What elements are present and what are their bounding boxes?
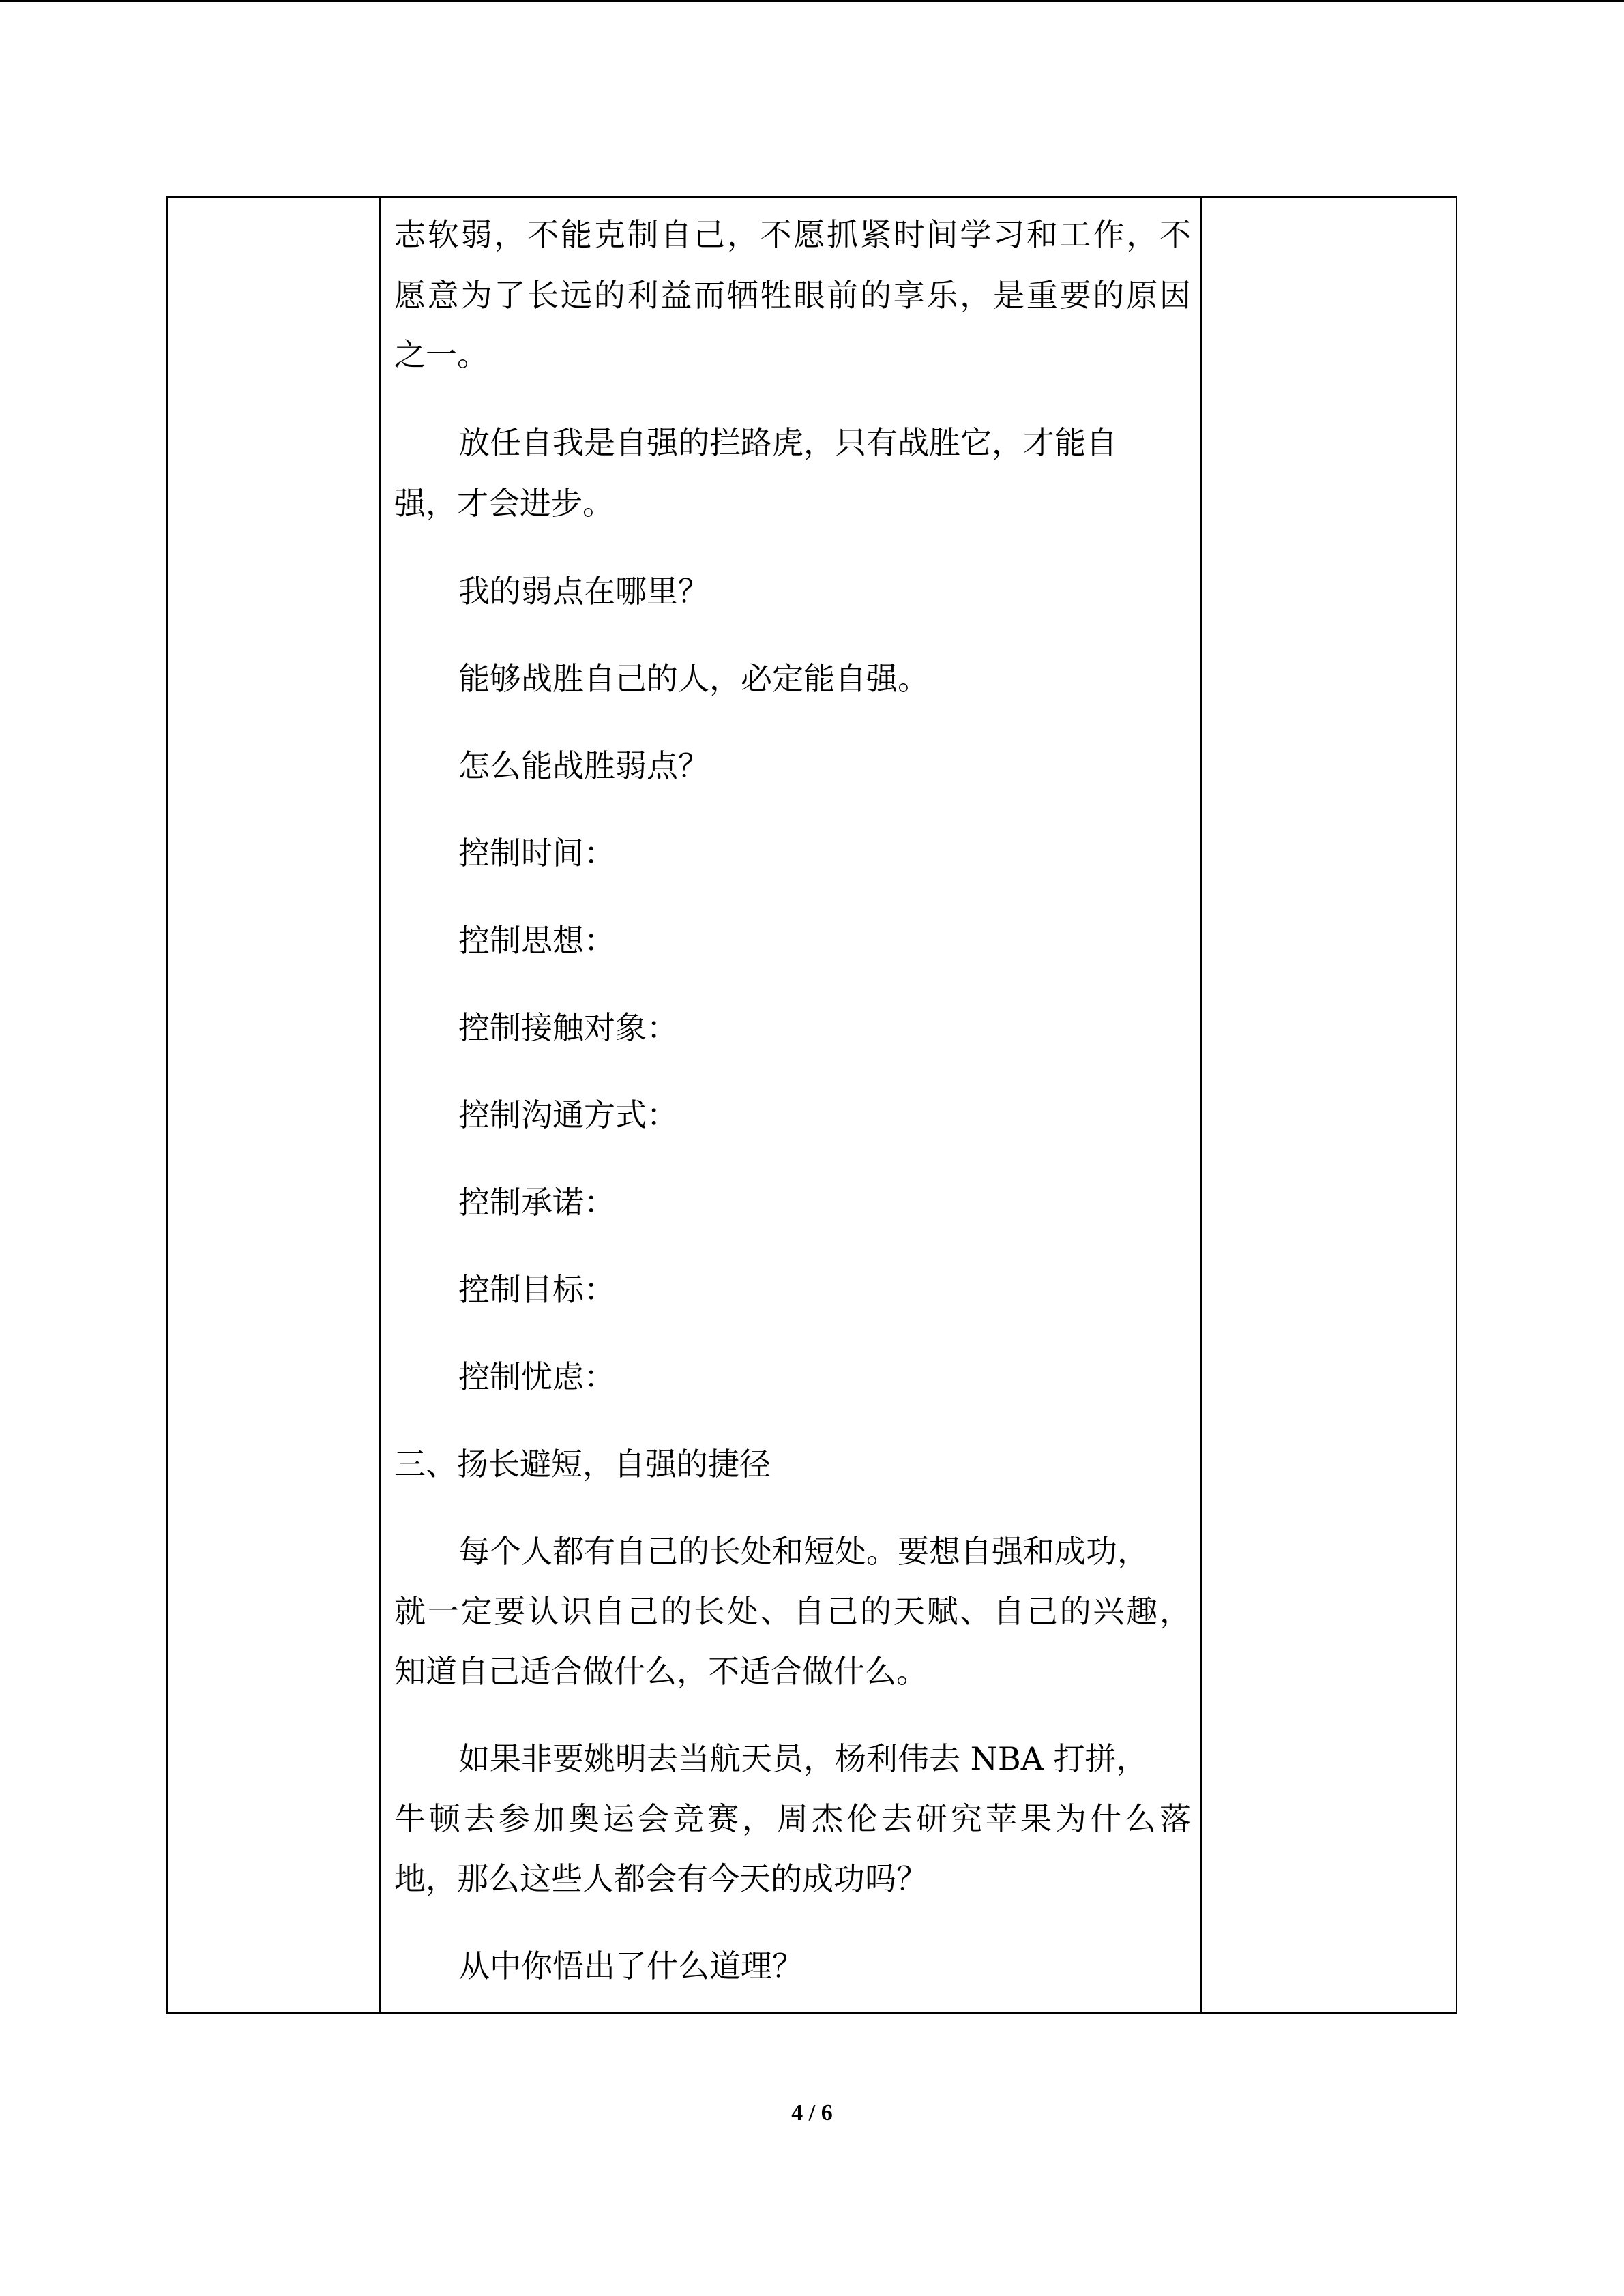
text-line: 牛顿去参加奥运会竞赛，周杰伦去研究苹果为什么落	[394, 1800, 1191, 1837]
text-line: 知道自己适合做什么，不适合做什么。	[394, 1653, 928, 1690]
table-right-cell	[1202, 198, 1456, 2012]
text-line: 控制接触对象：	[458, 1009, 678, 1046]
text-line: 之一。	[394, 336, 488, 373]
text-line: 志软弱，不能克制自己，不愿抓紧时间学习和工作，不	[394, 216, 1191, 253]
text-line: 我的弱点在哪里？	[458, 573, 709, 610]
text-line: 控制忧虑：	[458, 1358, 615, 1395]
table-left-cell	[168, 198, 379, 2012]
text-line: 控制沟通方式：	[458, 1097, 678, 1133]
text-line: 控制目标：	[458, 1271, 615, 1308]
section-heading: 三、扬长避短，自强的捷径	[394, 1446, 771, 1482]
text-line: 强，才会进步。	[394, 485, 614, 522]
text-line: 每个人都有自己的长处和短处。要想自强和成功，	[458, 1533, 1149, 1570]
text-line: 地，那么这些人都会有今天的成功吗？	[394, 1860, 928, 1897]
page-top-rule	[0, 0, 1624, 2]
text-line: 怎么能战胜弱点？	[458, 747, 709, 784]
text-line: 愿意为了长远的利益而牺牲眼前的享乐，是重要的原因	[394, 277, 1191, 314]
text-line: 如果非要姚明去当航天员，杨利伟去 NBA 打拼，	[458, 1740, 1148, 1777]
text-line: 能够战胜自己的人，必定能自强。	[458, 660, 929, 697]
text-line: 就一定要认识自己的长处、自己的天赋、自己的兴趣，	[394, 1593, 1191, 1630]
page-number: 4 / 6	[791, 2100, 833, 2126]
text-line: 控制承诺：	[458, 1184, 615, 1221]
text-line: 控制时间：	[458, 835, 615, 871]
text-line: 放任自我是自强的拦路虎，只有战胜它，才能自	[458, 424, 1117, 461]
table-column-divider-left	[379, 198, 381, 2012]
text-line: 从中你悟出了什么道理？	[458, 1948, 803, 1984]
text-line: 控制思想：	[458, 922, 615, 959]
lesson-table	[166, 196, 1457, 2014]
